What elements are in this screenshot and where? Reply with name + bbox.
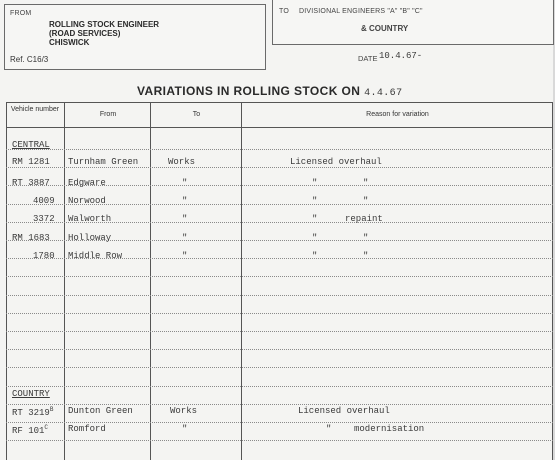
to-destination: Works — [168, 157, 196, 167]
section-central-label: CENTRAL — [12, 140, 50, 150]
vehicle-number: RT 3887 — [12, 178, 50, 188]
title-text: VARIATIONS IN ROLLING STOCK ON — [137, 84, 361, 98]
reason: " — [312, 214, 318, 224]
vehicle-number: RM 1683 — [12, 233, 50, 243]
from-garage: Middle Row — [68, 251, 123, 261]
date-label: DATE — [358, 54, 378, 63]
to-line-1: DIVISIONAL ENGINEERS "A" "B" "C" — [299, 8, 423, 15]
division-mark: C — [44, 424, 49, 431]
date-value: 10.4.67- — [379, 51, 423, 61]
from-garage: Romford — [68, 424, 106, 434]
reason-detail: " — [363, 251, 369, 261]
to-label: TO — [279, 8, 289, 15]
row-rule — [6, 422, 553, 423]
header-from: From — [99, 111, 117, 118]
vehicle-number: 1780 — [33, 251, 55, 261]
row-rule — [6, 404, 553, 405]
division-mark: B — [49, 406, 54, 413]
from-label: FROM — [10, 10, 32, 17]
reason-detail: modernisation — [354, 424, 425, 434]
row-rule — [6, 331, 553, 332]
reason: " — [312, 196, 318, 206]
row-rule — [6, 349, 553, 350]
table-header-rule — [6, 127, 553, 128]
from-garage: Norwood — [68, 196, 106, 206]
from-garage: Holloway — [68, 233, 112, 243]
vehicle-number: RT $3219^B$ — [12, 406, 54, 418]
reason: Licensed overhaul — [290, 157, 382, 167]
from-garage: Edgware — [68, 178, 106, 188]
reason: " — [312, 251, 318, 261]
column-rule-2 — [150, 102, 151, 460]
column-rule-1 — [64, 102, 65, 460]
row-rule — [6, 367, 553, 368]
row-rule — [6, 167, 553, 168]
section-country-label: COUNTRY — [12, 389, 50, 399]
reason: " — [312, 178, 318, 188]
from-line-1: ROLLING STOCK ENGINEER — [49, 20, 160, 29]
reason-detail: repaint — [345, 214, 383, 224]
to-line-2: & COUNTRY — [361, 24, 409, 33]
row-rule — [6, 149, 553, 150]
to-destination: " — [182, 214, 188, 224]
reason: Licensed overhaul — [298, 406, 390, 416]
reason: " — [326, 424, 332, 434]
vehicle-number: RM 1281 — [12, 157, 50, 167]
header-vehicle-number: Vehicle number — [10, 106, 60, 113]
to-destination: " — [182, 251, 188, 261]
to-box — [272, 0, 554, 45]
to-destination: " — [182, 178, 188, 188]
to-destination: " — [182, 424, 188, 434]
row-rule — [6, 440, 553, 441]
from-garage: Turnham Green — [68, 157, 139, 167]
from-line-3: CHISWICK — [49, 38, 90, 47]
reason-detail: " — [363, 196, 369, 206]
table-left-rule — [6, 102, 7, 460]
vehicle-number: 4009 — [33, 196, 55, 206]
to-destination: " — [182, 233, 188, 243]
reason-detail: " — [363, 233, 369, 243]
from-box — [4, 4, 266, 70]
reason-detail: " — [363, 178, 369, 188]
row-rule — [6, 386, 553, 387]
vehicle-number: RF $101^C$ — [12, 424, 49, 436]
page-title — [137, 84, 402, 99]
from-garage: Walworth — [68, 214, 112, 224]
from-line-2: (ROAD SERVICES) — [49, 29, 121, 38]
title-date: 4.4.67 — [364, 88, 403, 99]
column-rule-3 — [241, 102, 242, 460]
reference-number: Ref. C16/3 — [10, 55, 49, 64]
header-to: To — [192, 111, 201, 118]
table-right-rule — [552, 102, 553, 460]
vehicle-number: 3372 — [33, 214, 55, 224]
row-rule — [6, 313, 553, 314]
row-rule — [6, 276, 553, 277]
header-reason: Reason for variation — [366, 111, 429, 118]
row-rule — [6, 295, 553, 296]
table-top-rule — [6, 102, 553, 103]
to-destination: Works — [170, 406, 198, 416]
to-destination: " — [182, 196, 188, 206]
from-garage: Dunton Green — [68, 406, 133, 416]
reason: " — [312, 233, 318, 243]
